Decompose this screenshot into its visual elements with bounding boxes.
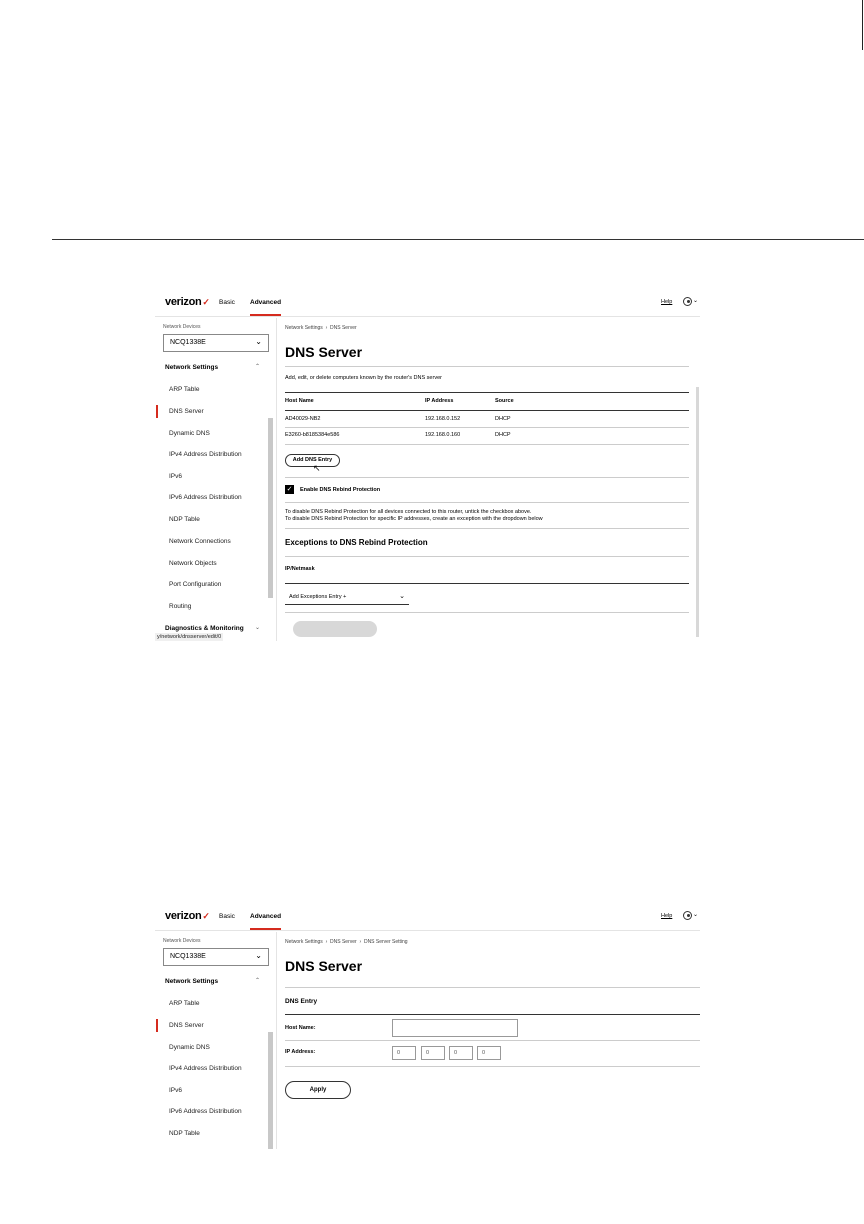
divider [285, 528, 689, 529]
status-url: y/network/dnsserver/edit/0 [157, 634, 222, 640]
sidebar-item-arp-table[interactable]: ARP Table [169, 386, 200, 393]
breadcrumb: Network Settings › DNS Server [285, 325, 357, 331]
page-title: DNS Server [285, 958, 363, 974]
active-tab-indicator [250, 314, 281, 316]
ip-netmask-label: IP/Netmask [285, 566, 315, 572]
group-diagnostics[interactable]: Diagnostics & Monitoring [165, 625, 244, 632]
main-content [277, 932, 700, 1149]
dns-entry-screenshot [155, 906, 700, 1149]
sidebar-scrollbar[interactable] [268, 418, 273, 598]
chevron-down-icon[interactable]: ⌄ [693, 298, 699, 304]
sidebar-item-ipv6-distribution[interactable]: IPv6 Address Distribution [169, 494, 242, 501]
chevron-up-icon[interactable]: ⌃ [255, 978, 261, 984]
sidebar-item-dynamic-dns[interactable]: Dynamic DNS [169, 1044, 210, 1051]
sidebar-item-dns-server[interactable]: DNS Server [169, 1022, 204, 1029]
table-cell: E3260-b8185384e586 [285, 432, 340, 438]
divider [285, 612, 689, 613]
nav-basic[interactable]: Basic [219, 299, 235, 306]
chevron-down-icon[interactable]: ⌄ [693, 912, 699, 918]
sidebar-item-ndp-table[interactable]: NDP Table [169, 1130, 200, 1137]
sidebar [155, 318, 277, 641]
help-link[interactable]: Help [661, 299, 673, 305]
add-exceptions-dropdown[interactable]: Add Exceptions Entry + ⌄ [285, 589, 409, 605]
divider [285, 427, 689, 428]
rebind-note-1: To disable DNS Rebind Protection for all devices connected to this router, untick the checkbox above. [285, 509, 532, 515]
table-cell: DHCP [495, 416, 511, 422]
divider [285, 392, 689, 393]
nav-advanced[interactable]: Advanced [250, 299, 282, 306]
page-title: DNS Server [285, 344, 363, 360]
main-content [277, 318, 700, 641]
divider [285, 1066, 700, 1067]
section-divider [52, 239, 864, 240]
exceptions-heading: Exceptions to DNS Rebind Protection [285, 538, 428, 547]
rebind-label: Enable DNS Rebind Protection [300, 487, 381, 493]
sidebar-item-ipv4-distribution[interactable]: IPv4 Address Distribution [169, 451, 242, 458]
divider [285, 477, 689, 478]
divider [285, 1014, 700, 1015]
verizon-logo[interactable]: verizon✓ [165, 910, 210, 922]
apply-button-disabled[interactable] [293, 621, 377, 637]
col-host-name: Host Name [285, 398, 314, 404]
device-select[interactable]: NCQ1338E ⌄ [163, 948, 269, 966]
sidebar-item-dns-server[interactable]: DNS Server [169, 408, 204, 415]
breadcrumb: Network Settings › DNS Server › DNS Server Setting [285, 939, 408, 945]
page-edge-line [862, 0, 863, 50]
chevron-down-icon: ⌄ [255, 337, 262, 346]
sidebar-item-ipv4-distribution[interactable]: IPv4 Address Distribution [169, 1065, 242, 1072]
ip-octet-1-input[interactable]: 0 [392, 1046, 416, 1060]
divider [285, 583, 689, 584]
top-nav-bar [155, 292, 700, 317]
sidebar-item-ipv6-distribution[interactable]: IPv6 Address Distribution [169, 1108, 242, 1115]
rebind-note-2: To disable DNS Rebind Protection for specific IP addresses, create an exception with the dropdown below [285, 516, 543, 522]
dns-entry-heading: DNS Entry [285, 998, 318, 1005]
group-network-settings[interactable]: Network Settings [165, 364, 219, 371]
network-devices-label: Network Devices [163, 324, 201, 330]
chevron-down-icon[interactable]: ⌄ [255, 625, 261, 631]
user-icon[interactable] [683, 297, 692, 306]
divider [285, 556, 689, 557]
top-nav-bar [155, 906, 700, 931]
divider [285, 444, 689, 445]
host-name-label: Host Name: [285, 1025, 316, 1031]
nav-advanced[interactable]: Advanced [250, 913, 282, 920]
checkmark-icon: ✓ [202, 911, 210, 921]
device-select[interactable]: NCQ1338E ⌄ [163, 334, 269, 352]
table-cell: 192.168.0.152 [425, 416, 461, 422]
divider [285, 1040, 700, 1041]
group-network-settings[interactable]: Network Settings [165, 978, 219, 985]
divider [285, 987, 700, 988]
col-ip-address: IP Address [425, 398, 454, 404]
table-cell: 192.168.0.160 [425, 432, 461, 438]
dns-server-list-screenshot [155, 292, 700, 641]
sidebar-item-network-connections[interactable]: Network Connections [169, 538, 231, 545]
ip-octet-2-input[interactable]: 0 [421, 1046, 445, 1060]
rebind-checkbox[interactable]: ✓ [286, 486, 293, 493]
sidebar-scrollbar[interactable] [268, 1032, 273, 1149]
table-cell: AD40029-NB2 [285, 416, 321, 422]
sidebar-item-ndp-table[interactable]: NDP Table [169, 516, 200, 523]
sidebar-item-arp-table[interactable]: ARP Table [169, 1000, 200, 1007]
divider [285, 410, 689, 411]
sidebar-item-ipv6[interactable]: IPv6 [169, 473, 183, 480]
chevron-up-icon[interactable]: ⌃ [255, 364, 261, 370]
ip-octet-3-input[interactable]: 0 [449, 1046, 473, 1060]
table-cell: DHCP [495, 432, 511, 438]
nav-basic[interactable]: Basic [219, 913, 235, 920]
sidebar-item-dynamic-dns[interactable]: Dynamic DNS [169, 430, 210, 437]
sidebar [155, 932, 277, 1149]
sidebar-item-ipv6[interactable]: IPv6 [169, 1087, 183, 1094]
chevron-down-icon: ⌄ [399, 593, 405, 600]
host-name-input[interactable] [392, 1019, 518, 1037]
help-link[interactable]: Help [661, 913, 673, 919]
mouse-cursor-icon: ↖ [313, 463, 321, 473]
sidebar-item-routing[interactable]: Routing [169, 603, 192, 610]
verizon-logo[interactable]: verizon✓ [165, 296, 210, 308]
user-icon[interactable] [683, 911, 692, 920]
ip-address-label: IP Address: [285, 1049, 316, 1055]
chevron-down-icon: ⌄ [255, 951, 262, 960]
network-devices-label: Network Devices [163, 938, 201, 944]
checkmark-icon: ✓ [202, 297, 210, 307]
apply-button[interactable]: Apply [285, 1081, 351, 1099]
ip-octet-4-input[interactable]: 0 [477, 1046, 501, 1060]
col-source: Source [495, 398, 514, 404]
divider [285, 366, 689, 367]
divider [285, 502, 689, 503]
sidebar-item-network-objects[interactable]: Network Objects [169, 560, 217, 567]
content-scrollbar[interactable] [696, 387, 699, 637]
description: Add, edit, or delete computers known by the router's DNS server [285, 375, 442, 381]
active-tab-indicator [250, 928, 281, 930]
add-dns-entry-button[interactable]: Add DNS Entry [285, 454, 340, 467]
sidebar-item-port-configuration[interactable]: Port Configuration [169, 581, 222, 588]
